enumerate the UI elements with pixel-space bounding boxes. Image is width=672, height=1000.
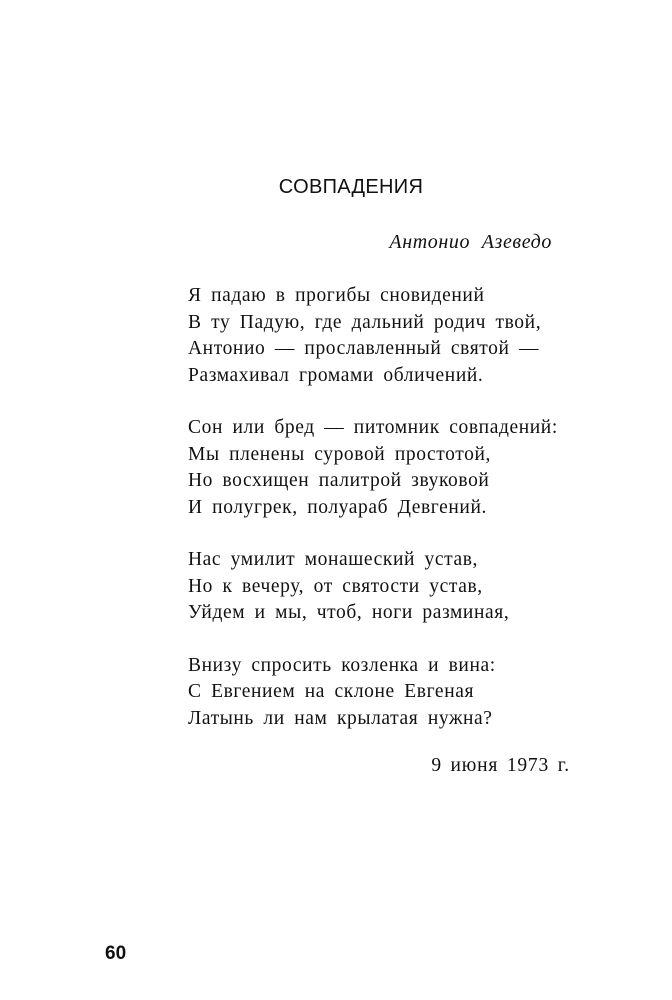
poem-body — [188, 283, 558, 758]
poem-line: Нас умилит монашеский устав, — [188, 549, 479, 570]
poem-line: В ту Падую, где дальний родич твой, — [188, 311, 542, 333]
poem-line: Антонио — прославленный святой — — [188, 338, 540, 359]
page-number: 60 — [105, 943, 127, 964]
poem-line: Я падаю в прогибы сновидений — [188, 285, 485, 306]
poem-line: И полугрек, полуараб Девгений. — [188, 496, 487, 518]
poem-line: Мы пленены суровой простотой, — [188, 443, 491, 465]
stanza-2 — [188, 415, 558, 521]
poem-line: С Евгением на склоне Евгеная — [188, 681, 475, 702]
poem-line: Уйдем и мы, чтоб, ноги разминая, — [188, 602, 510, 623]
stanza-1 — [188, 283, 558, 389]
poem-line: Латынь ли нам крылатая нужна? — [188, 707, 493, 729]
poem-line: Но восхищен палитрой звуковой — [188, 470, 490, 491]
poem-dedication: Антонио Азеведо — [389, 231, 552, 253]
poem-line: Но к вечеру, от святости устав, — [188, 575, 483, 597]
poem-date: 9 июня 1973 г. — [431, 755, 570, 776]
poem-line: Внизу спросить козленка и вина: — [188, 654, 496, 676]
poem-line: Размахивал громами обличений. — [188, 364, 484, 386]
poem-title: СОВПАДЕНИЯ — [278, 176, 424, 198]
poem-line: Сон или бред — питомник совпадений: — [188, 417, 558, 438]
stanza-3 — [188, 547, 558, 627]
stanza-4 — [188, 653, 558, 733]
